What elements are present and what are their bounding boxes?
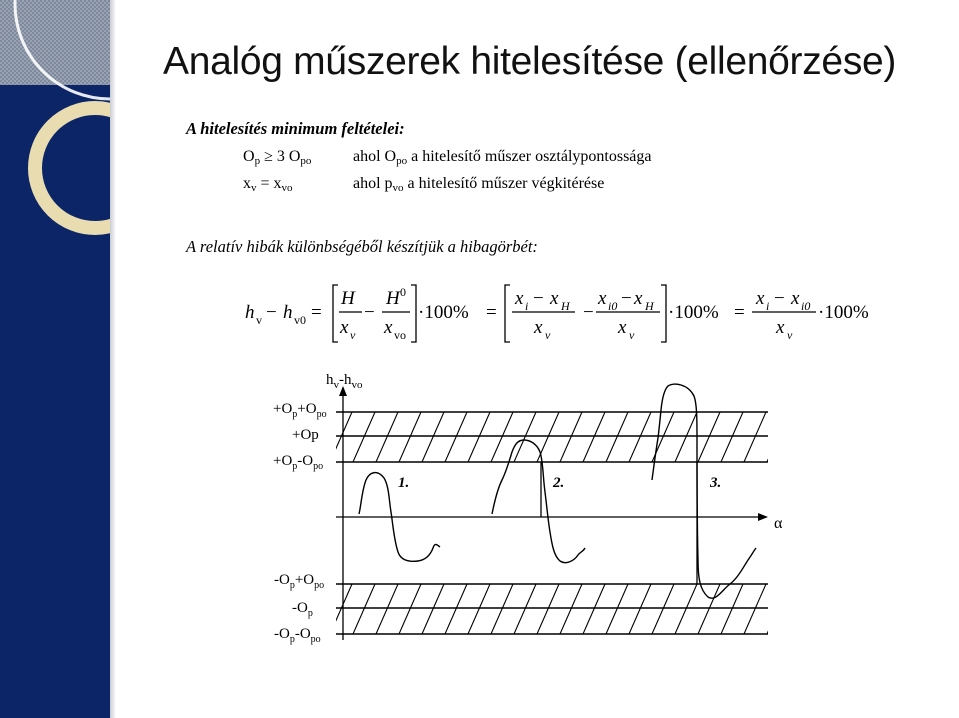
condition-1-text: ahol $O_{po}$ a hitelesítő műszer osztálypontossága (353, 148, 652, 167)
svg-text:x: x (515, 288, 524, 309)
hatch-line-lower (652, 584, 674, 634)
hatch-line-lower (491, 584, 513, 634)
hatch-line-lower (790, 584, 812, 634)
x-axis-arrow (758, 513, 768, 521)
svg-text:v: v (256, 313, 262, 327)
svg-text:−: − (583, 302, 594, 323)
svg-text:H: H (341, 288, 355, 309)
hatch-line-lower (675, 584, 697, 634)
hatch-line-upper (376, 412, 398, 462)
relative-error-heading: A relatív hibák különbségéből készítjük a hibagörbét: (186, 237, 538, 256)
level-label-upper-3: $+O_p-O_{po}$ (273, 453, 324, 472)
svg-text:x: x (756, 288, 765, 309)
svg-text:x: x (534, 317, 543, 338)
svg-text:h: h (283, 302, 293, 323)
hatch-line-upper (721, 412, 743, 462)
hatch-line-upper (422, 412, 444, 462)
svg-text:i: i (766, 299, 770, 313)
condition-2-text: ahol $p_{vo}$ a hitelesítő műszer végkitérése (353, 175, 605, 194)
hatch-line-lower (514, 584, 536, 634)
hatch-line-upper (606, 412, 628, 462)
hatch-line-lower (537, 584, 559, 634)
svg-text:·100%: ·100% (818, 302, 869, 323)
svg-text:−: − (621, 288, 632, 309)
lower-tolerance-band (330, 584, 812, 634)
svg-text:=: = (311, 302, 322, 323)
hatch-line-upper (583, 412, 605, 462)
level-label-upper-1: $+O_p+O_{po}$ (273, 401, 327, 420)
hatch-line-lower (468, 584, 490, 634)
svg-text:=: = (734, 302, 745, 323)
svg-text:h: h (245, 302, 255, 323)
svg-text:H: H (561, 299, 570, 313)
hatch-line-lower (399, 584, 421, 634)
svg-text:vo: vo (394, 328, 406, 342)
curve-label-1: 1. (398, 475, 410, 491)
hatch-line-lower (721, 584, 743, 634)
level-label-lower-3: $-O_p-O_{po}$ (274, 626, 321, 645)
svg-text:0: 0 (400, 285, 406, 299)
hatch-line-upper (675, 412, 697, 462)
hatch-line-lower (767, 584, 789, 634)
svg-text:x: x (340, 317, 349, 338)
svg-text:v: v (545, 328, 551, 342)
svg-text:v: v (787, 328, 793, 342)
svg-text:v: v (629, 328, 635, 342)
svg-text:x: x (598, 288, 607, 309)
level-label-lower-2: $-O_p$ (292, 600, 313, 619)
hatch-line-upper (767, 412, 789, 462)
hatch-line-lower (698, 584, 720, 634)
condition-1-formula: $O_p \ge 3$ $O_{po}$ (243, 148, 312, 167)
hatch-line-lower (376, 584, 398, 634)
error-curve-3 (652, 384, 756, 598)
condition-2-formula: $x_v = x_{vo}$ (243, 175, 293, 194)
svg-text:i0: i0 (608, 299, 618, 313)
svg-text:v0: v0 (294, 313, 306, 327)
hatch-line-upper (698, 412, 720, 462)
svg-text:−: − (533, 288, 544, 309)
svg-text:v: v (350, 328, 356, 342)
svg-text:H: H (645, 299, 654, 313)
svg-text:=: = (486, 302, 497, 323)
svg-text:i: i (525, 299, 529, 313)
svg-text:x: x (776, 317, 785, 338)
hatch-line-lower (744, 584, 766, 634)
y-axis-label: $h_v-h_{vo}$ (326, 372, 363, 391)
hatch-line-upper (514, 412, 536, 462)
svg-text:H: H (386, 288, 400, 309)
svg-text:x: x (618, 317, 627, 338)
hatch-line-upper (744, 412, 766, 462)
level-label-upper-2: +Op (292, 427, 319, 443)
curve-label-3: 3. (710, 475, 722, 491)
hatch-line-upper (790, 412, 812, 462)
svg-text:x: x (550, 288, 559, 309)
page-title: Analóg műszerek hitelesítése (ellenőrzése) (163, 40, 897, 83)
svg-text:−: − (774, 288, 785, 309)
hatch-line-upper (629, 412, 651, 462)
conditions-heading: A hitelesítés minimum feltételei: (186, 119, 405, 138)
svg-text:x: x (384, 317, 393, 338)
hatch-line-lower (583, 584, 605, 634)
hatch-line-lower (330, 584, 352, 634)
hatch-line-upper (330, 412, 352, 462)
level-label-lower-1: $-O_p+O_{po}$ (274, 572, 325, 591)
hatch-line-lower (560, 584, 582, 634)
svg-text:i0: i0 (801, 299, 811, 313)
upper-tolerance-band (330, 412, 812, 462)
svg-text:·100%: ·100% (668, 302, 719, 323)
hatch-line-upper (399, 412, 421, 462)
svg-text:·100%: ·100% (418, 302, 469, 323)
hatch-line-upper (445, 412, 467, 462)
hatch-line-lower (606, 584, 628, 634)
x-axis-label: α (774, 515, 783, 532)
hatch-line-lower (353, 584, 375, 634)
curve-label-2: 2. (553, 475, 565, 491)
svg-text:x: x (634, 288, 643, 309)
svg-text:x: x (791, 288, 800, 309)
hatch-line-upper (491, 412, 513, 462)
hatch-line-upper (468, 412, 490, 462)
hatch-line-lower (422, 584, 444, 634)
hatch-line-lower (629, 584, 651, 634)
svg-text:−: − (266, 302, 277, 323)
hatch-line-lower (445, 584, 467, 634)
svg-text:−: − (364, 302, 375, 323)
hatch-line-upper (353, 412, 375, 462)
hatch-line-upper (560, 412, 582, 462)
